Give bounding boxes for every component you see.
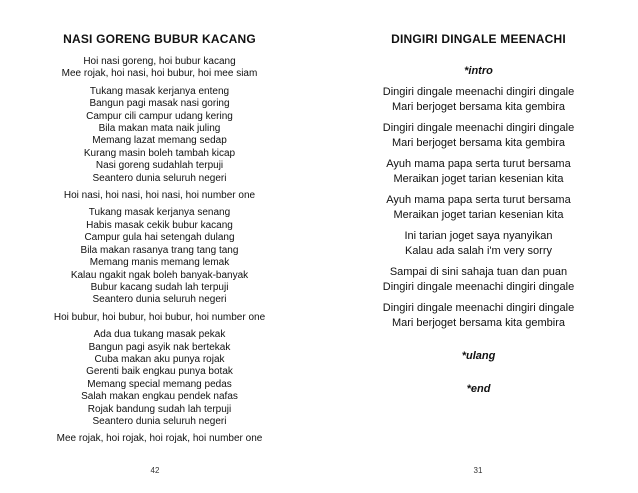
lyrics [319,64,638,397]
chorus-line: Hoi bubur, hoi bubur, hoi bubur, hoi number one [53,311,266,323]
chorus-line: Mee rojak, hoi rojak, hoi rojak, hoi number one [56,433,263,445]
lyric-line: Hoi nasi goreng, hoi bubur kacang [83,56,236,67]
lyric-line: Kurang masin boleh tambah kicap [83,147,236,159]
lyric-line: Bila makan rasanya trang tang tang [80,244,239,256]
intro-marker: *intro [464,65,493,77]
lyric-line: Ini tarian joget saya nyanyikan [404,230,553,242]
lyric-line: Mari berjoget bersama kita gembira [391,101,566,113]
lyric-line: Kalau ada salah i'm very sorry [405,245,552,257]
chorus-line: Hoi nasi, hoi nasi, hoi nasi, hoi number one [63,190,256,202]
stanza [319,121,638,151]
lyric-line: Bubur kacang sudah lah terpuji [90,281,229,293]
lyric-line: Nasi goreng sudahlah terpuji [95,160,224,172]
lyric-line: Dingiri dingale meenachi dingiri dingale [382,122,575,134]
lyric-line: Mari berjoget bersama kita gembira [391,317,566,329]
stanza [319,193,638,223]
lyric-line: Ayuh mama papa serta turut bersama [386,194,571,206]
stanza [319,85,638,115]
lyric-line: Bangun pagi masak nasi goring [89,98,230,110]
lyric-line: Tukang masak kerjanya senang [88,207,231,219]
lyric-line: Dingiri dingale meenachi dingiri dingale [382,86,575,98]
lyric-line: Bila makan mata naik juling [98,123,221,135]
lyric-line: Sampai di sini sahaja tuan dan puan [389,266,568,278]
lyric-line: Mee rojak, hoi nasi, hoi bubur, hoi mee siam [61,68,258,80]
lyric-line: Campur gula hai setengah dulang [84,232,235,244]
right-page [319,0,638,493]
lyric-line: Campur cili campur udang kering [86,110,233,122]
stanza [0,207,319,306]
lyric-line: Memang manis memang lemak [89,257,230,269]
lyric-line: Gerenti baik engkau punya botak [86,366,233,378]
lyric-line: Dingiri dingale meenachi dingiri dingale [382,302,575,314]
lyric-line: Memang lazat memang sedap [92,135,227,147]
lyric-line: Kalau ngakit ngak boleh banyak-banyak [70,269,249,281]
stanza [319,265,638,295]
lyric-line: Salah makan engkau pendek nafas [81,391,238,403]
page-number: 31 [473,466,483,475]
lyric-line: Meraikan joget tarian kesenian kita [393,209,564,221]
stanza [0,56,319,81]
song-title: DINGIRI DINGALE MEENACHI [391,32,566,46]
ulang-marker: *ulang [461,350,496,362]
lyric-line: Seantero dunia seluruh negeri [92,172,227,184]
song-title: NASI GORENG BUBUR KACANG [63,32,256,46]
stanza [319,301,638,331]
lyric-line: Ada dua tukang masak pekak [93,329,226,341]
lyric-line: Mari berjoget bersama kita gembira [391,137,566,149]
lyric-line: Bangun pagi asyik nak bertekak [88,341,231,353]
lyric-line: Seantero dunia seluruh negeri [92,415,227,427]
lyric-line: Ayuh mama papa serta turut bersama [386,158,571,170]
lyric-line: Meraikan joget tarian kesenian kita [393,173,564,185]
lyric-line: Dingiri dingale meenachi dingiri dingale [382,281,575,293]
stanza [319,157,638,187]
lyric-line: Seantero dunia seluruh negeri [92,294,227,306]
stanza [0,329,319,428]
lyrics [0,56,319,446]
lyric-line: Rojak bandung sudah lah terpuji [87,403,232,415]
lyric-line: Memang special memang pedas [87,378,232,390]
lyric-line: Habis masak cekik bubur kacang [86,219,233,231]
stanza [319,229,638,259]
lyric-line: Tukang masak kerjanya enteng [89,85,230,97]
page-number: 42 [150,466,160,475]
stanza [0,86,319,185]
end-marker: *end [466,383,491,395]
lyric-line: Cuba makan aku punya rojak [94,353,225,365]
